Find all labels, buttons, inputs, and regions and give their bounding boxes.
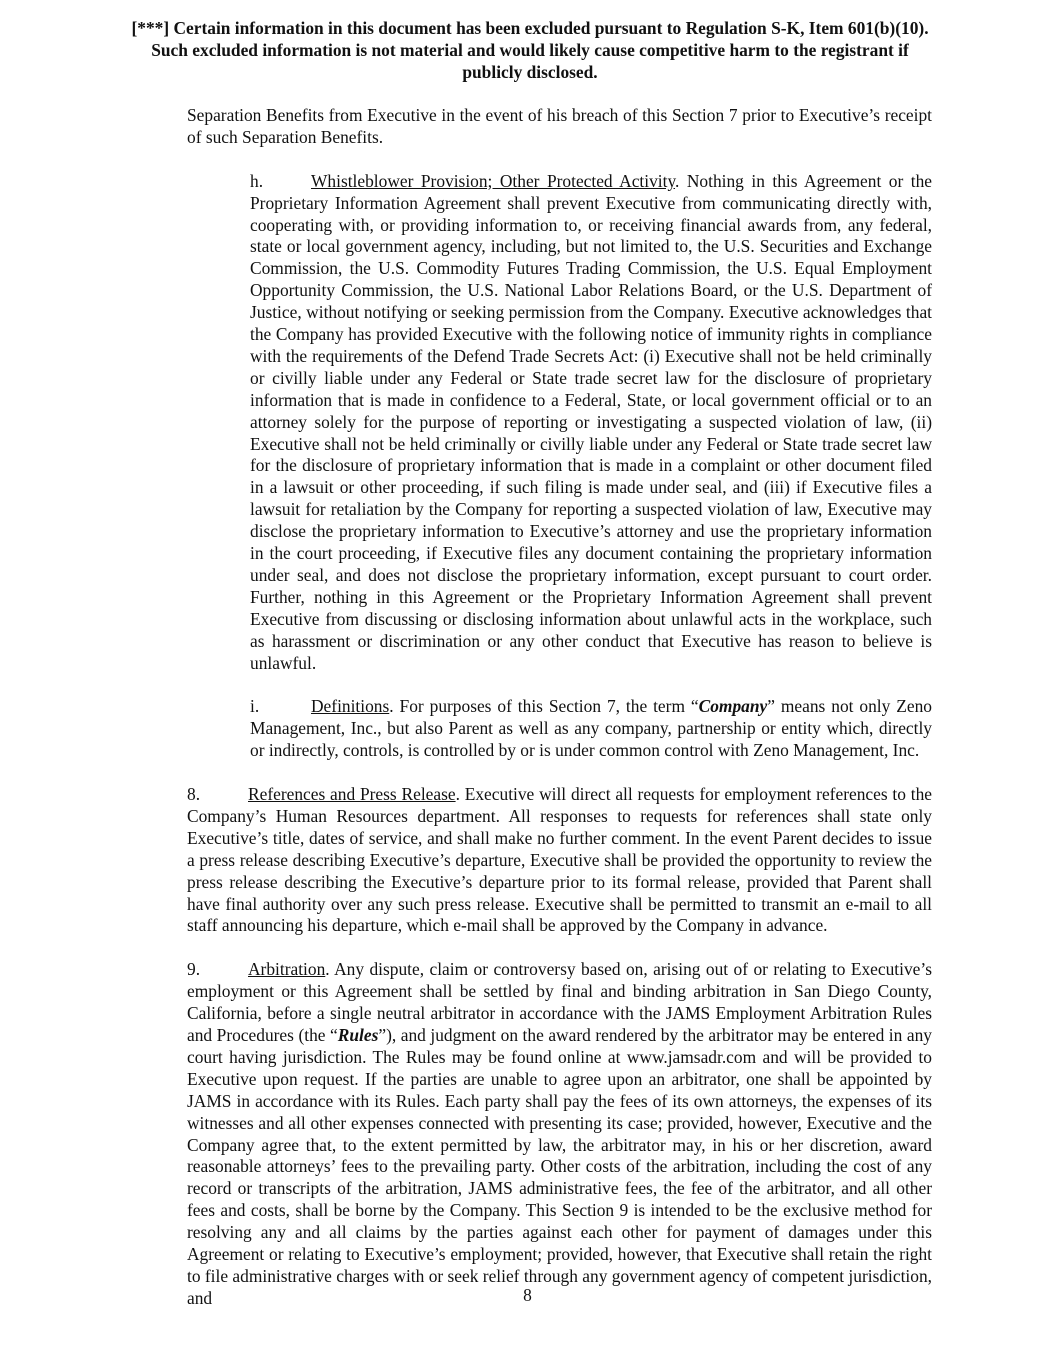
section-9-body-after: ”), and judgment on the award rendered by the arbitrator may be entered in any court having jurisdiction. The Rules may be found online at www.jamsadr.com and will be provided to Executive upon request. If the parties are unable to agree upon an arbitrator, one shall be appointed by JAMS in accordance with its Rules. Each party shall pay the fees of its own attorneys, the expenses of its witnesses and all other expenses connected with presenting its case; provided, however, Executive and the Company agree that, to the extent permitted by law, the arbitrator may, in his or her discretion, award reasonable attorneys’ fees to the prevailing party. Other costs of the arbitration, including the cost of any record or transcripts of the arbitration, JAMS administrative fees, the fee of the arbitrator, and all other fees and costs, shall be borne by the Company. This Section 9 is intended to be the exclusive method for resolving any and all claims by the parties against each other for payment of damages under this Agreement or relating to Executive’s employment; provided, however, that Executive shall retain the right to file administrative charges with or seek relief through any government agency of competent jurisdiction, and [187, 1025, 932, 1308]
section-9-heading: Arbitration [248, 959, 326, 980]
section-h-heading: Whistleblower Provision; Other Protected Activity [311, 170, 676, 191]
section-h-paragraph [187, 171, 932, 675]
section-8-body: . Executive will direct all requests for employment references to the Company’s Human Resources department. All responses to requests for references shall state only Executive’s title, dates of service, and shall make no further comment. In the event Parent decides to issue a press release describing Executive’s departure, Executive shall be provided the opportunity to review the press release describing the Executive’s departure prior to its formal release, provided that Parent shall have final authority over any such press release. Executive shall be permitted to transmit an e-mail to all staff announcing his departure, which e-mail shall be approved by the Company in advance. [187, 784, 932, 936]
section-i-heading: Definitions [311, 696, 390, 717]
document-body [124, 105, 932, 1332]
section-9-defined-term: Rules [337, 1025, 379, 1045]
section-9-body-before: . Any dispute, claim or controversy based on, arising out of or relating to Executive’s employment or this Agreement shall be settled by final and binding arbitration in San Diego County, California, before a single neutral arbitrator in accordance with the JAMS Employment Arbitration Rules and Procedures (the “ [187, 959, 932, 1045]
continuation-paragraph: Separation Benefits from Executive in the event of his breach of this Section 7 prior to Executive’s receipt of such Separation Benefits. [187, 105, 932, 147]
section-i-paragraph [187, 696, 932, 762]
section-8-paragraph [124, 784, 932, 937]
section-8-heading: References and Press Release [248, 784, 456, 805]
section-i-body-before: . For purposes of this Section 7, the term “ [389, 696, 699, 717]
section-8-number: 8. [187, 784, 201, 805]
section-9-number: 9. [187, 959, 201, 980]
redaction-legend [95, 17, 965, 83]
legend-line-1: [***] Certain information in this document has been excluded pursuant to Regulation S-K, Item 601(b)(10). [131, 18, 929, 38]
legend-line-2: Such excluded information is not material and would likely cause competitive harm to the registrant if [151, 40, 909, 60]
section-i-body-after: ” means not only Zeno Management, Inc., but also Parent as well as any company, partnership or entity which, directly or indirectly, controls, is controlled by or is under common control with Zeno Management, Inc. [250, 696, 932, 761]
section-i-defined-term: Company [698, 696, 768, 717]
section-9-paragraph [124, 959, 932, 1310]
page-number: 8 [523, 1285, 532, 1305]
section-i-number: i. [250, 696, 260, 717]
section-h-number: h. [250, 170, 264, 191]
legend-line-3: publicly disclosed. [462, 62, 598, 82]
section-h-body: . Nothing in this Agreement or the Proprietary Information Agreement shall prevent Executive from communicating directly with, cooperating with, or providing information to, or receiving financial awards from, any federal, state or local government agency, including, but not limited to, the U.S. Securities and Exchange Commission, the U.S. Commodity Futures Trading Commission, the U.S. Equal Employment Opportunity Commission, the U.S. National Labor Relations Board, or the U.S. Department of Justice, without notifying or seeking permission from the Company. Executive acknowledges that the Company has provided Executive with the following notice of immunity rights in compliance with the requirements of the Defend Trade Secrets Act: (i) Executive shall not be held criminally or civilly liable under any Federal or State trade secret law for the disclosure of proprietary information that is made in confidence to a Federal, State, or local government official or to an attorney solely for the purpose of reporting or investigating a suspected violation of law, (ii) Executive shall not be held criminally or civilly liable under any Federal or State trade secret law for the disclosure of proprietary information that is made in a complaint or other document filed in a lawsuit or other proceeding, if such filing is made under seal, and (iii) if Executive files a lawsuit for retaliation by the Company for reporting a suspected violation of law, Executive may disclose the proprietary information to Executive’s attorney and use the proprietary information in the court proceeding, if Executive files any document containing the proprietary information under seal, and does not disclose the proprietary information, except pursuant to court order. Further, nothing in this Agreement or the Proprietary Information Agreement shall prevent Executive from discussing or disclosing information about unlawful acts in the workplace, such as harassment or discrimination or any other conduct that Executive has reason to believe is unlawful. [250, 170, 932, 673]
